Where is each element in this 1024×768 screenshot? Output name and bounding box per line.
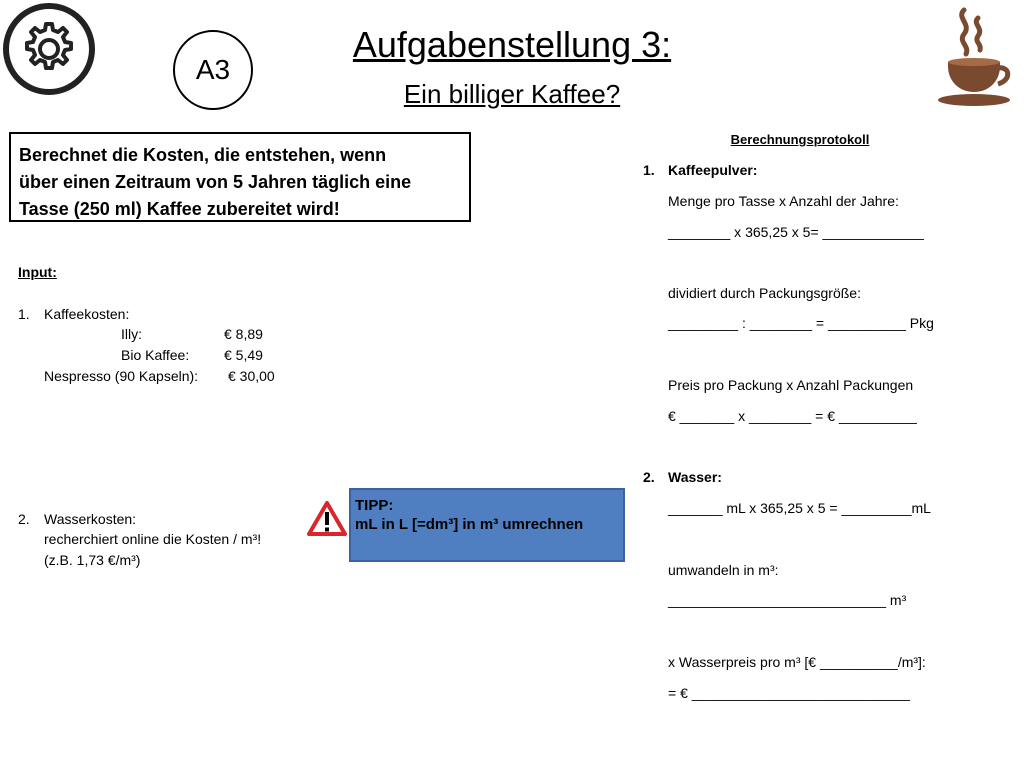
protocol-line: € _______ x ________ = € __________ bbox=[668, 408, 917, 424]
tip-title: TIPP: bbox=[355, 497, 394, 514]
water-costs-label: Wasserkosten: bbox=[44, 511, 137, 527]
protocol-line: umwandeln in m³: bbox=[668, 562, 779, 578]
task-line: über einen Zeitraum von 5 Jahren täglich eine bbox=[19, 172, 412, 192]
page-subtitle: Ein billiger Kaffee? bbox=[403, 79, 621, 109]
task-line: Berechnet die Kosten, die entstehen, wenn bbox=[19, 145, 387, 165]
task-badge bbox=[173, 30, 253, 110]
protocol-section-title: Kaffeepulver: bbox=[668, 162, 758, 178]
coffee-costs-label: Kaffeekosten: bbox=[44, 306, 130, 322]
water-costs-example: (z.B. 1,73 €/m³) bbox=[44, 552, 141, 568]
nespresso-price: € 30,00 bbox=[228, 368, 275, 384]
protocol-line: _______ mL x 365,25 x 5 = _________mL bbox=[668, 500, 931, 516]
nespresso-label: Nespresso (90 Kapseln): bbox=[44, 368, 199, 384]
list-number: 2. bbox=[18, 511, 30, 527]
list-number: 1. bbox=[18, 306, 30, 322]
bio-price: € 5,49 bbox=[224, 347, 263, 363]
task-box bbox=[9, 132, 471, 222]
coffee-cup-icon bbox=[934, 4, 1016, 108]
protocol-line: ____________________________ m³ bbox=[668, 592, 907, 608]
tip-box bbox=[349, 488, 625, 562]
protocol-line: Preis pro Packung x Anzahl Packungen bbox=[668, 377, 914, 393]
input-heading: Input: bbox=[18, 264, 57, 280]
protocol-line: ________ x 365,25 x 5= _____________ bbox=[668, 224, 924, 240]
protocol-line: dividiert durch Packungsgröße: bbox=[668, 285, 861, 301]
protocol-line: _________ : ________ = __________ Pkg bbox=[668, 315, 934, 331]
protocol-number: 1. bbox=[643, 162, 655, 178]
protocol-line: = € ____________________________ bbox=[668, 685, 910, 701]
badge-label: A3 bbox=[195, 54, 231, 85]
protocol-heading: Berechnungsprotokoll bbox=[730, 132, 870, 147]
bio-label: Bio Kaffee: bbox=[121, 347, 190, 363]
task-line: Tasse (250 ml) Kaffee zubereitet wird! bbox=[19, 199, 340, 219]
protocol-number: 2. bbox=[643, 469, 655, 485]
illy-label: Illy: bbox=[121, 326, 142, 342]
page-title: Aufgabenstellung 3: bbox=[352, 24, 672, 65]
tip-text: mL in L [=dm³] in m³ umrechnen bbox=[355, 516, 584, 533]
illy-price: € 8,89 bbox=[224, 326, 263, 342]
gear-icon bbox=[2, 2, 96, 96]
water-costs-instruction: recherchiert online die Kosten / m³! bbox=[44, 531, 262, 547]
protocol-line: x Wasserpreis pro m³ [€ __________/m³]: bbox=[668, 654, 926, 670]
warning-icon bbox=[306, 500, 348, 538]
protocol-line: Menge pro Tasse x Anzahl der Jahre: bbox=[668, 193, 899, 209]
protocol-section-title: Wasser: bbox=[668, 469, 722, 485]
